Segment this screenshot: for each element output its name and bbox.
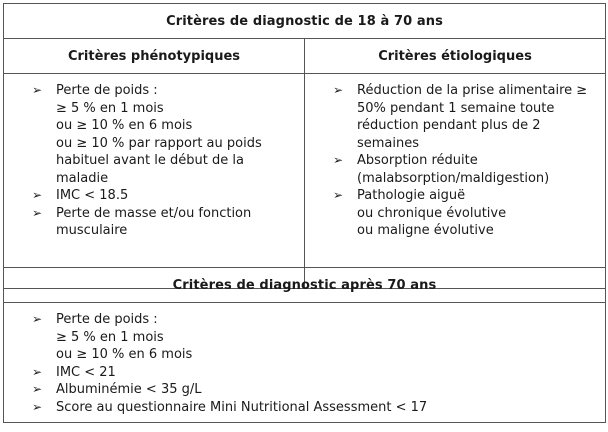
criterion-text: Score au questionnaire Mini Nutritional Assessment < 17 — [56, 399, 428, 415]
criterion-subline: ≥ 5 % en 1 mois — [56, 100, 164, 116]
etiologic-header: Critères étiologiques — [305, 39, 606, 74]
criterion-text: Réduction de la prise alimentaire ≥ 50% pendant 1 semaine toute réduction pendant plus de 2 semaines — [357, 83, 588, 151]
arrow-bullet-icon: ➢ — [32, 205, 43, 220]
list-item — [333, 187, 597, 240]
criterion-text: IMC < 21 — [56, 364, 116, 380]
list-item — [32, 399, 597, 417]
phenotypic-header: Critères phénotypiques — [4, 39, 305, 74]
arrow-bullet-icon: ➢ — [32, 382, 43, 396]
over-70-criteria-list — [32, 311, 597, 416]
list-item — [32, 381, 597, 399]
list-item — [32, 364, 597, 382]
table2-title: Critères de diagnostic après 70 ans — [4, 268, 606, 303]
list-item — [32, 205, 262, 240]
list-item — [32, 311, 597, 364]
criterion-subline: ou chronique évolutive — [357, 205, 507, 221]
diagnostic-table-18-70 — [3, 3, 606, 289]
arrow-bullet-icon: ➢ — [333, 83, 344, 97]
criterion-subline: ≥ 5 % en 1 mois — [56, 329, 164, 345]
list-item — [333, 82, 597, 152]
criterion-text: Pathologie aiguë — [357, 188, 466, 203]
criterion-text: Absorption réduite (malabsorption/maldigestion) — [357, 153, 550, 186]
criterion-subline: ou maligne évolutive — [357, 223, 494, 238]
criterion-text: IMC < 18.5 — [56, 188, 129, 203]
phenotypic-criteria-cell — [4, 74, 305, 289]
etiologic-criteria-list — [333, 82, 597, 240]
criterion-text: Perte de masse et/ou fonction musculaire — [56, 205, 252, 238]
arrow-bullet-icon: ➢ — [32, 188, 43, 202]
list-item — [32, 82, 262, 187]
criterion-text: Perte de poids : — [56, 312, 158, 327]
diagnostic-table-over-70 — [3, 267, 606, 423]
criterion-text: Perte de poids : — [56, 83, 158, 98]
arrow-bullet-icon: ➢ — [32, 364, 43, 379]
list-item — [333, 152, 597, 187]
etiologic-criteria-cell — [305, 74, 606, 289]
arrow-bullet-icon: ➢ — [333, 153, 344, 167]
over-70-criteria-cell — [4, 303, 606, 423]
arrow-bullet-icon: ➢ — [333, 188, 344, 202]
phenotypic-criteria-list — [32, 82, 262, 240]
criterion-subline: ou ≥ 10 % en 6 mois — [56, 347, 193, 362]
table1-title: Critères de diagnostic de 18 à 70 ans — [4, 4, 606, 39]
list-item — [32, 187, 262, 205]
criterion-subline: ou ≥ 10 % par rapport au poids habituel avant le début de la maladie — [56, 135, 262, 186]
arrow-bullet-icon: ➢ — [32, 83, 43, 97]
arrow-bullet-icon: ➢ — [32, 399, 43, 414]
criterion-text: Albuminémie < 35 g/L — [56, 382, 202, 397]
criterion-subline: ou ≥ 10 % en 6 mois — [56, 118, 193, 133]
arrow-bullet-icon: ➢ — [32, 312, 43, 326]
